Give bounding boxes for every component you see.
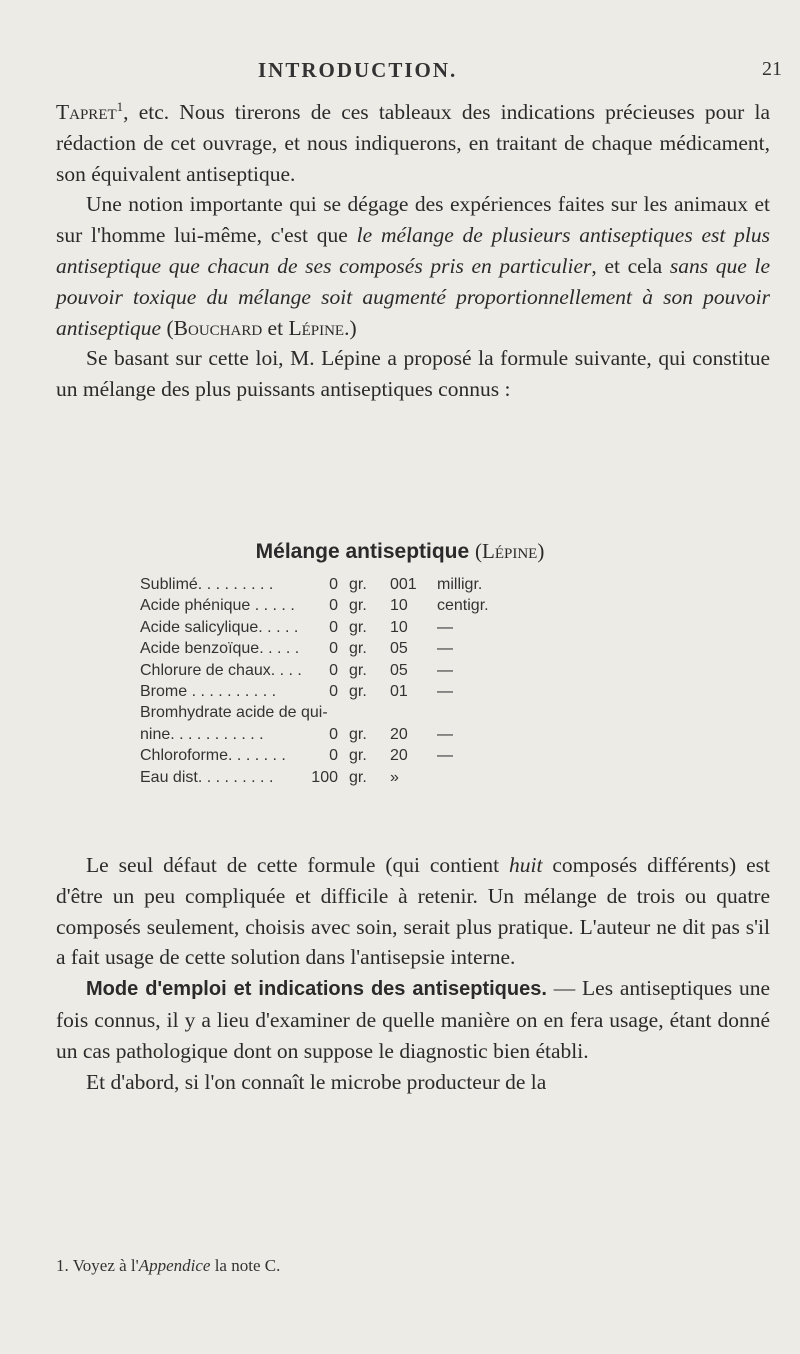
recipe-title — [0, 539, 800, 564]
recipe-row — [140, 660, 720, 681]
recipe-amount: » — [390, 768, 399, 786]
recipe-unit: gr. — [349, 725, 367, 743]
body-text-top — [56, 97, 770, 405]
recipe-ingredient: Acide phénique . . . . . — [140, 597, 295, 615]
author-tapret: Tapret — [56, 100, 117, 124]
citation-open: ( — [161, 315, 174, 340]
footnote-number: 1. — [56, 1256, 69, 1275]
recipe-amount: 20 — [390, 747, 408, 765]
recipe-row — [140, 702, 720, 723]
recipe-row — [140, 724, 720, 745]
recipe-ingredient: Sublimé. . . . . . . . . — [140, 576, 274, 593]
paragraph-2-lead: Une notion importante qui se dégage des expériences faites sur les animaux et sur l'homme lui-même, c'est que — [56, 192, 770, 248]
recipe-table — [140, 574, 720, 788]
citation-and: et — [262, 315, 289, 340]
recipe-unit-note: — — [437, 661, 453, 679]
recipe-amount: 10 — [390, 597, 408, 615]
paragraph-4-rest: composés différents) est d'être un peu compliquée et difficile à retenir. Un mélange de trois ou quatre composés seulement, choisis avec soin, serait plus pratique. L'auteur ne dit pas s'il a fait usage de cette solution dans l'antisepsie interne. — [56, 853, 771, 970]
recipe-quantity: 0 — [329, 597, 338, 615]
paragraph-2 — [56, 189, 770, 343]
recipe-unit: gr. — [349, 747, 367, 765]
recipe-amount: 05 — [390, 661, 408, 679]
recipe-unit: gr. — [349, 597, 367, 615]
recipe-unit-note: — — [437, 682, 453, 700]
recipe-unit: gr. — [349, 661, 367, 679]
recipe-amount: 10 — [390, 618, 408, 636]
footnote-ref: 1 — [116, 98, 124, 114]
page-number: 21 — [762, 58, 782, 80]
recipe-quantity: 0 — [329, 576, 338, 593]
recipe-unit-note: — — [437, 618, 453, 636]
section-heading: Mode d'emploi et indications des antiseptiques. — [86, 978, 547, 1001]
recipe-unit-note: — — [437, 747, 453, 765]
recipe-ingredient: Acide salicylique. . . . . — [140, 618, 299, 636]
footnote-rest: la note C. — [210, 1256, 281, 1275]
paragraph-4-italic: huit — [509, 853, 543, 877]
recipe-ingredient: Chlorure de chaux. . . . — [140, 661, 302, 679]
body-text-bottom — [56, 850, 770, 1097]
recipe-row — [140, 638, 720, 659]
recipe-ingredient: Chloroforme. . . . . . . — [140, 747, 286, 765]
recipe-unit: gr. — [349, 640, 367, 658]
recipe-row — [140, 617, 720, 638]
recipe-unit-note: centigr. — [437, 597, 489, 615]
recipe-unit-note: — — [437, 640, 453, 658]
recipe-title-text: Mélange antiseptique — [255, 540, 470, 563]
recipe-amount: 01 — [390, 682, 408, 700]
paragraph-4-lead: Le seul défaut de cette formule (qui contient — [86, 853, 510, 877]
citation-close: ) — [349, 315, 357, 340]
paragraph-1-text: , etc. Nous tirerons de ces tableaux des indications précieuses pour la rédaction de cet ouvrage, et nous indiquerons, en traitant de chaque médicament, son équivalent antiseptique. — [56, 100, 770, 186]
footnote-lead: Voyez à l' — [68, 1256, 139, 1275]
recipe-ingredient: nine. . . . . . . . . . . — [140, 725, 264, 743]
paragraph-5 — [56, 973, 770, 1066]
recipe-quantity: 0 — [329, 618, 338, 636]
recipe-unit: gr. — [349, 618, 367, 636]
recipe-ingredient: Bromhydrate acide de qui- — [140, 704, 328, 722]
paragraph-1 — [56, 97, 770, 189]
recipe-quantity: 0 — [329, 640, 338, 658]
paragraph-2-mid: , et cela — [591, 253, 670, 278]
paragraph-3: Se basant sur cette loi, M. Lépine a proposé la formule suivante, qui constitue un mélange des plus puissants antiseptiques connus : — [56, 346, 770, 402]
recipe-title-author: (Lépine) — [475, 539, 545, 563]
recipe-quantity: 0 — [329, 682, 338, 700]
paragraph-2-italic-2: sans que le pouvoir toxique du mélange soit augmenté proportionnellement à son pouvoir antiseptique — [56, 253, 771, 340]
recipe-unit-note: — — [437, 725, 453, 743]
recipe-unit: gr. — [349, 682, 367, 700]
recipe-quantity: 0 — [329, 661, 338, 679]
recipe-amount: 001 — [390, 576, 417, 593]
recipe-amount: 20 — [390, 725, 408, 743]
footnote-italic: Appendice — [138, 1256, 211, 1275]
recipe-quantity: 0 — [329, 747, 338, 765]
paragraph-4 — [56, 850, 770, 973]
citation-author-lepine: Lépine. — [288, 315, 350, 340]
recipe-row — [140, 681, 720, 702]
recipe-ingredient: Eau dist. . . . . . . . . — [140, 768, 274, 786]
recipe-unit-note: milligr. — [437, 576, 483, 593]
recipe-row — [140, 767, 720, 788]
running-title: INTRODUCTION. — [258, 58, 458, 82]
recipe-unit: gr. — [349, 768, 367, 786]
recipe-ingredient: Acide benzoïque. . . . . — [140, 640, 300, 658]
recipe-row — [140, 574, 720, 595]
recipe-quantity: 100 — [311, 768, 338, 786]
recipe-row — [140, 595, 720, 616]
recipe-row — [140, 745, 720, 766]
recipe-amount: 05 — [390, 640, 408, 658]
recipe-unit: gr. — [349, 576, 367, 593]
citation-author-bouchard: Bouchard — [173, 315, 263, 340]
recipe-ingredient: Brome . . . . . . . . . . — [140, 682, 277, 700]
paragraph-2-italic-1: le mélange de plusieurs antiseptiques est plus antiseptique que chacun de ses composés pris en particulier — [56, 223, 770, 278]
paragraph-6: Et d'abord, si l'on connaît le microbe producteur de la — [86, 1069, 547, 1094]
paragraph-5-text: — Les antiseptiques une fois connus, il y a lieu d'examiner de quelle manière on en fera usage, étant donné un cas pathologique dont on suppose le diagnostic bien établi. — [56, 976, 770, 1063]
recipe-quantity: 0 — [329, 725, 338, 743]
page-header — [0, 58, 800, 88]
footnote — [56, 1256, 280, 1276]
